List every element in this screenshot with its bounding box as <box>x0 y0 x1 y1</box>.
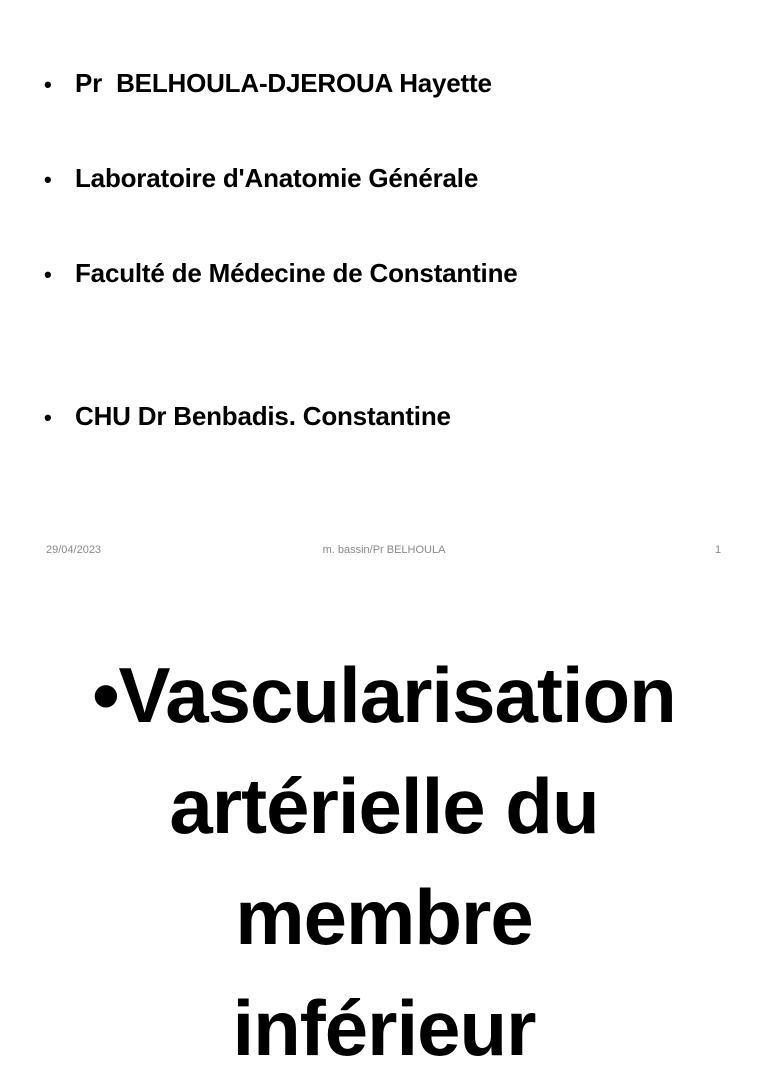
title-line: •Vascularisation <box>92 651 676 739</box>
bullet-item-hospital <box>44 401 451 432</box>
bullet-icon: • <box>44 167 52 192</box>
bullet-icon: • <box>44 262 52 287</box>
footer-page-number: 1 <box>715 544 722 556</box>
title-line: inférieur <box>232 984 536 1072</box>
bullet-text: Faculté de Médecine de Constantine <box>75 258 518 288</box>
bullet-icon: • <box>44 72 52 97</box>
slide-title <box>0 640 768 1084</box>
bullet-item-faculty <box>44 258 518 289</box>
footer-title: m. bassin/Pr BELHOULA <box>322 544 446 556</box>
title-line: artérielle du <box>169 762 599 850</box>
footer-date: 29/04/2023 <box>46 544 102 556</box>
title-line: membre <box>235 873 533 961</box>
bullet-icon: • <box>44 405 52 430</box>
bullet-item-laboratory <box>44 163 478 194</box>
bullet-text: Laboratoire d'Anatomie Générale <box>75 163 479 193</box>
slide-2 <box>0 576 768 1072</box>
bullet-text: Pr BELHOULA-DJEROUA Hayette <box>75 68 492 98</box>
bullet-text: CHU Dr Benbadis. Constantine <box>75 401 451 431</box>
bullet-item-author <box>44 68 492 99</box>
